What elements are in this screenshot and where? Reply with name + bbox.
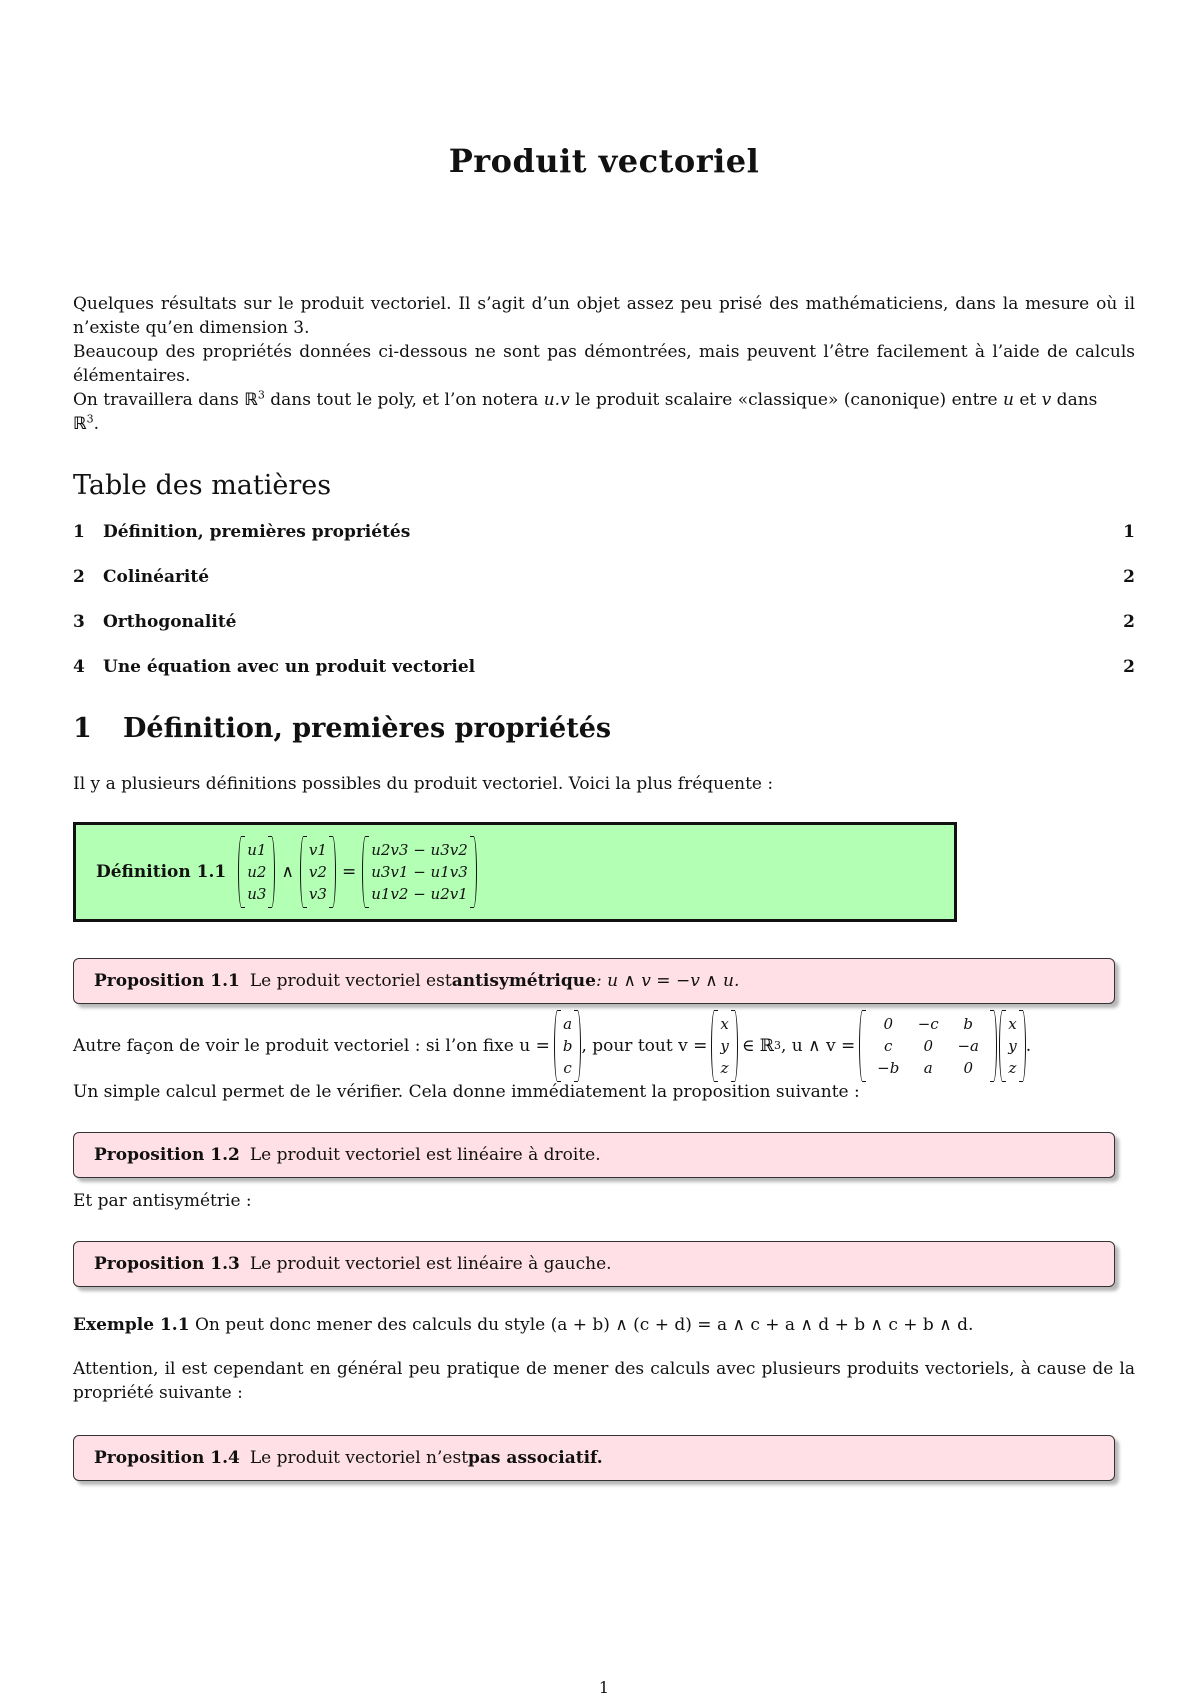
intro-text: dans bbox=[1051, 390, 1098, 410]
toc-entry[interactable] bbox=[73, 522, 1135, 567]
reals-symbol: ℝ bbox=[244, 390, 258, 410]
page bbox=[73, 0, 1135, 1696]
proposition-box bbox=[73, 1435, 1115, 1481]
matrix-line-text: . bbox=[1025, 1036, 1032, 1056]
proposition-text: Le produit vectoriel est linéaire à droite. bbox=[249, 1145, 601, 1165]
matrix-cell: u3 bbox=[247, 885, 267, 903]
toc-label: Colinéarité bbox=[103, 567, 210, 587]
toc-number: 3 bbox=[73, 612, 85, 632]
matrix-line-text: , pour tout v = bbox=[581, 1036, 708, 1056]
reals-symbol: ℝ bbox=[73, 414, 87, 434]
example bbox=[73, 1313, 1135, 1337]
toc-label: Orthogonalité bbox=[103, 612, 237, 632]
paragraph: Et par antisymétrie : bbox=[73, 1191, 252, 1211]
example-text: On peut donc mener des calculs du style (a + b) ∧ (c + d) = a ∧ c + a ∧ d + b ∧ c + b ∧ d. bbox=[194, 1315, 974, 1335]
math-u: u bbox=[1003, 390, 1014, 410]
proposition-label: Proposition 1.2 bbox=[94, 1145, 240, 1165]
proposition-box bbox=[73, 1132, 1115, 1178]
matrix-cell: 0 bbox=[963, 1059, 973, 1077]
matrix-line: Autre façon de voir le produit vectoriel : si l’on fixe u = a b c , pour tout v = x y z ∈ ℝ 3 , u ∧ v = 0 −c b c 0 −a −b a 0 x y z . bbox=[73, 1008, 1135, 1084]
toc-title: Table des matières bbox=[73, 470, 332, 501]
toc-number: 1 bbox=[73, 522, 85, 542]
matrix-cell: y bbox=[1008, 1037, 1017, 1055]
matrix-cell: −b bbox=[877, 1059, 900, 1077]
page-number: 1 bbox=[598, 1678, 610, 1697]
matrix-cell: v2 bbox=[308, 863, 327, 881]
intro-paragraph-1: Quelques résultats sur le produit vectoriel. Il s’agit d’un objet assez peu prisé des mathématiciens, dans la mesure où il n’existe qu’en dimension 3. bbox=[73, 294, 1135, 338]
document-title: Produit vectoriel bbox=[448, 142, 760, 180]
definition-label: Définition 1.1 bbox=[96, 862, 227, 882]
proposition-box bbox=[73, 1241, 1115, 1287]
section-heading bbox=[73, 713, 611, 744]
result-vector bbox=[362, 836, 477, 908]
vector-v bbox=[300, 836, 336, 908]
toc-page: 2 bbox=[1123, 567, 1135, 587]
math-v: v bbox=[1041, 390, 1052, 410]
matrix-cell: c bbox=[884, 1037, 893, 1055]
vector-u bbox=[238, 836, 275, 908]
matrix-cell: 0 bbox=[883, 1015, 893, 1033]
proposition-emphasis: antisymétrique bbox=[451, 971, 596, 991]
wedge-operator: ∧ bbox=[281, 862, 294, 882]
matrix-line-text: , u ∧ v = bbox=[780, 1036, 856, 1056]
toc-entry[interactable] bbox=[73, 657, 1135, 702]
paragraph: Un simple calcul permet de le vérifier. Cela donne immédiatement la proposition suivante : bbox=[73, 1082, 860, 1102]
matrix-cell: a bbox=[923, 1059, 933, 1077]
intro-text: le produit scalaire «classique» (canonique) entre bbox=[569, 390, 1004, 410]
matrix-cell: 0 bbox=[923, 1037, 933, 1055]
proposition-label: Proposition 1.3 bbox=[94, 1254, 240, 1274]
table-of-contents bbox=[73, 522, 1135, 702]
exponent: 3 bbox=[86, 412, 94, 426]
proposition-text: Le produit vectoriel n’est bbox=[249, 1448, 469, 1468]
matrix-cell: a bbox=[563, 1015, 573, 1033]
matrix-cell: v1 bbox=[308, 841, 327, 859]
proposition-label: Proposition 1.4 bbox=[94, 1448, 240, 1468]
proposition-emphasis: pas associatif. bbox=[468, 1448, 603, 1468]
matrix-cell: v3 bbox=[308, 885, 327, 903]
toc-number: 4 bbox=[73, 657, 85, 677]
toc-number: 2 bbox=[73, 567, 85, 587]
vector-v bbox=[711, 1010, 737, 1082]
vector-v bbox=[999, 1010, 1025, 1082]
matrix-cell: b bbox=[562, 1037, 573, 1055]
proposition-box bbox=[73, 958, 1115, 1004]
cross-matrix bbox=[859, 1010, 997, 1082]
toc-entry[interactable] bbox=[73, 567, 1135, 612]
math-uv: u.v bbox=[543, 390, 570, 410]
vector-u bbox=[554, 1010, 582, 1082]
toc-label: Définition, premières propriétés bbox=[103, 522, 411, 542]
matrix-cell: z bbox=[720, 1059, 729, 1077]
example-label: Exemple 1.1 bbox=[73, 1315, 190, 1335]
matrix-cell: z bbox=[1008, 1059, 1017, 1077]
intro-text: et bbox=[1013, 390, 1042, 410]
proposition-label: Proposition 1.1 bbox=[94, 971, 240, 991]
matrix-cell: u1v2 − u2v1 bbox=[371, 885, 468, 903]
toc-page: 2 bbox=[1123, 657, 1135, 677]
toc-page: 2 bbox=[1123, 612, 1135, 632]
matrix-cell: b bbox=[963, 1015, 974, 1033]
matrix-cell: u1 bbox=[247, 841, 267, 859]
proposition-text: Le produit vectoriel est bbox=[249, 971, 452, 991]
intro-paragraph-3: On travaillera dans ℝ$^3$ dans tout le poly, et l’on notera u.v le produit scalaire «classique» (canonique) entre u et v dans ℝ$^3$. bbox=[73, 388, 1098, 434]
toc-label: Une équation avec un produit vectoriel bbox=[103, 657, 476, 677]
matrix-cell: x bbox=[720, 1015, 729, 1033]
toc-page: 1 bbox=[1123, 522, 1135, 542]
matrix-cell: u2v3 − u3v2 bbox=[371, 841, 468, 859]
intro-paragraph-2: Beaucoup des propriétés données ci-dessous ne sont pas démontrées, mais peuvent l’être facilement à l’aide de calculs élémentaires. bbox=[73, 342, 1135, 386]
matrix-line-text: Autre façon de voir le produit vectoriel : si l’on fixe u = bbox=[73, 1036, 550, 1056]
paragraph: Attention, il est cependant en général peu pratique de mener des calculs avec plusieurs produits vectoriels, à cause de la propriété suivante : bbox=[73, 1359, 1135, 1403]
matrix-line-text: ∈ ℝ bbox=[741, 1036, 774, 1056]
equals-sign: = bbox=[341, 862, 357, 882]
section-title: Définition, premières propriétés bbox=[123, 713, 612, 744]
intro bbox=[73, 292, 1135, 436]
section-number: 1 bbox=[73, 713, 92, 744]
intro-text: On travaillera dans bbox=[73, 390, 245, 410]
definition-box bbox=[73, 822, 957, 922]
matrix-cell: x bbox=[1008, 1015, 1017, 1033]
intro-text: dans tout le poly, et l’on notera bbox=[264, 390, 544, 410]
matrix-cell: −a bbox=[957, 1037, 979, 1055]
proposition-text: : u ∧ v = −v ∧ u. bbox=[595, 971, 740, 991]
section-lead: Il y a plusieurs définitions possibles du produit vectoriel. Voici la plus fréquente : bbox=[73, 774, 774, 794]
matrix-cell: y bbox=[720, 1037, 729, 1055]
exponent: 3 bbox=[257, 388, 265, 402]
matrix-cell: −c bbox=[917, 1015, 939, 1033]
matrix-cell: u3v1 − u1v3 bbox=[371, 863, 468, 881]
proposition-text: Le produit vectoriel est linéaire à gauche. bbox=[249, 1254, 612, 1274]
matrix-cell: c bbox=[563, 1059, 572, 1077]
matrix-cell: u2 bbox=[247, 863, 267, 881]
toc-entry[interactable] bbox=[73, 612, 1135, 657]
